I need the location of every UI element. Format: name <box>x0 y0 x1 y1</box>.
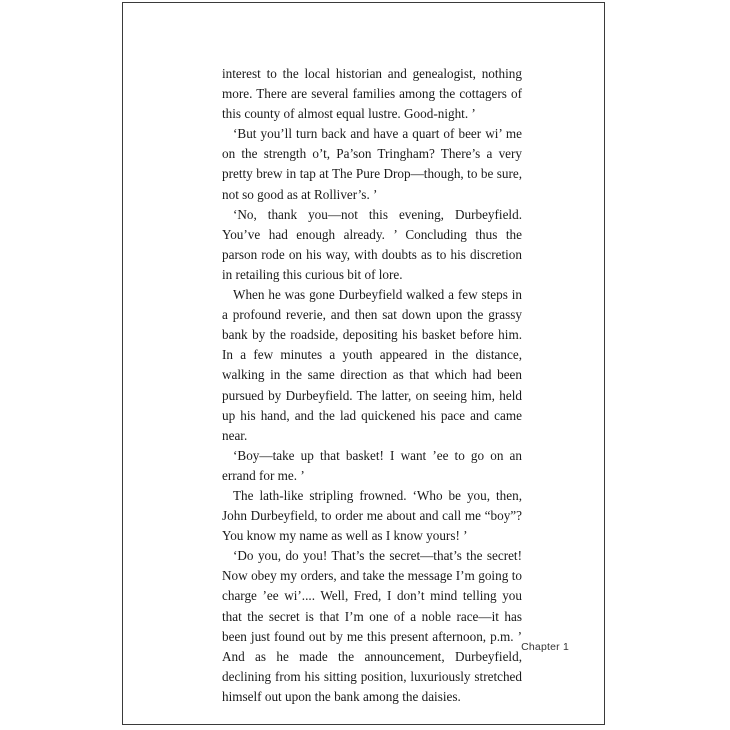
paragraph: ‘Do you, do you! That’s the secret—that’s the secret! Now obey my orders, and take the message I’m going to charge ’ee wi’.... Well, Fred, I don’t mind telling you that the secret is that I’m one of a noble race—it has been just found out by me this present afternoon, p.m. ’ And as he made the announcement, Durbeyfield, declining from his sitting position, luxuriously stretched himself out upon the bank among the daisies. <box>222 548 522 704</box>
paragraph: ‘No, thank you—not this evening, Durbeyfield. You’ve had enough already. ’ Concluding thus the parson rode on his way, with doubts as to his discretion in retailing this curious bit of lore. <box>222 206 522 282</box>
paragraph: ‘Boy—take up that basket! I want ’ee to go on an errand for me. ’ <box>222 447 522 483</box>
paragraph: The lath-like stripling frowned. ‘Who be you, then, John Durbeyfield, to order me about and call me “boy”? You know my name as well as I know yours! ’ <box>222 487 522 544</box>
running-footer: Chapter 1 <box>521 641 569 653</box>
paragraph: When he was gone Durbeyfield walked a few steps in a profound reverie, and then sat down upon the grassy bank by the roadside, depositing his basket before him. In a few minutes a youth appeared in the distance, walking in the same direction as that which had been pursued by Durbeyfield. The latter, on seeing him, held up his hand, and the lad quickened his pace and came near. <box>222 287 522 443</box>
paragraph: ‘But you’ll turn back and have a quart of beer wi’ me on the strength o’t, Pa’son Tringham? There’s a very pretty brew in tap at The Pure Drop—though, to be sure, not so good as at Rolliver’s. ’ <box>222 126 522 202</box>
body-text <box>222 64 522 707</box>
paragraph: interest to the local historian and genealogist, nothing more. There are several families among the cottagers of this county of almost equal lustre. Good-night. ’ <box>222 66 522 122</box>
book-page <box>122 2 605 725</box>
